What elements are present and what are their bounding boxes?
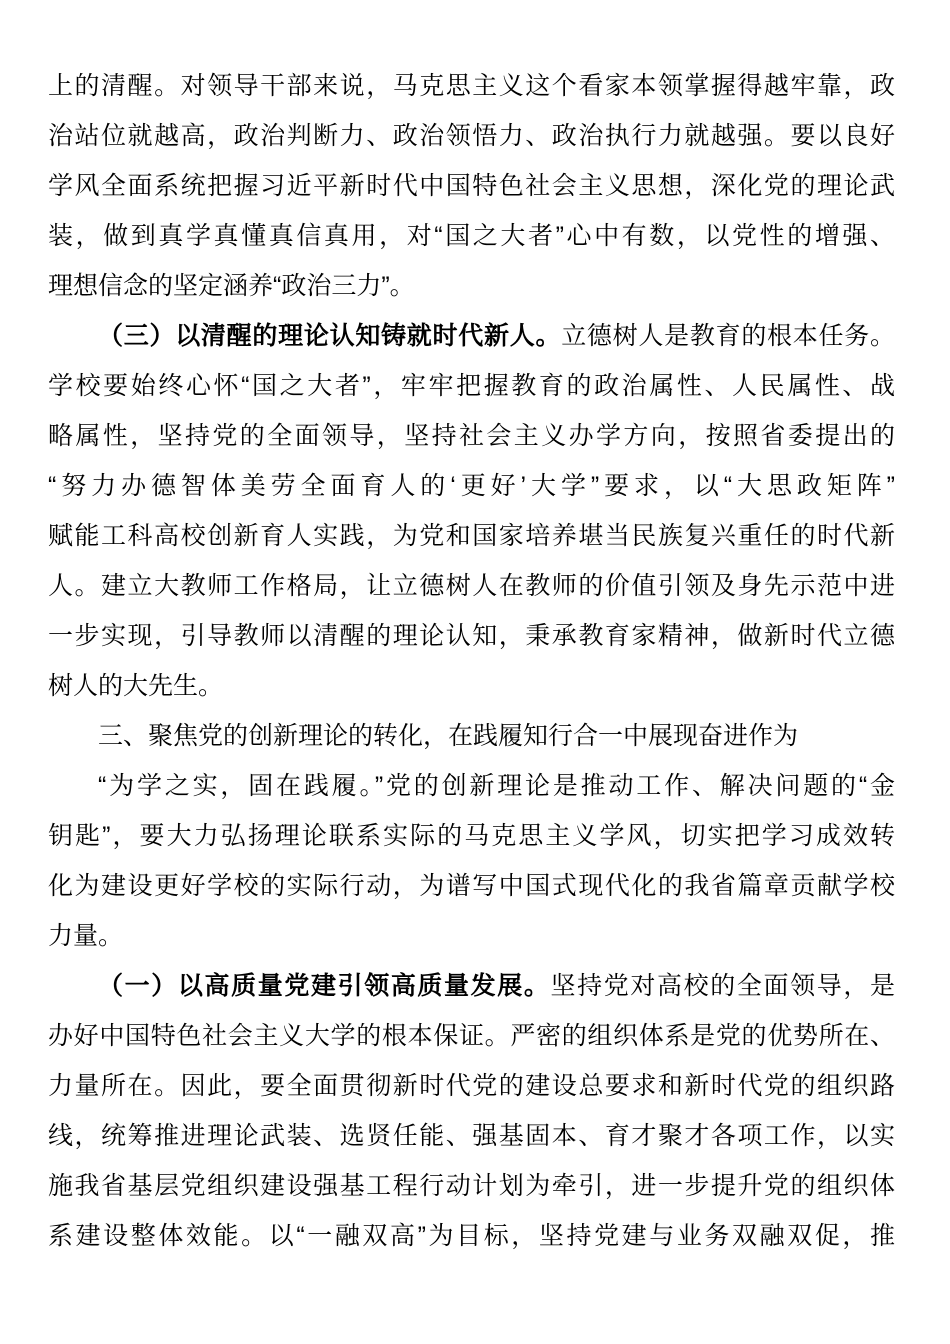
text-run: 钥匙”，要大力弘扬理论联系实际的马克思主义学风，切实把学习成效转 bbox=[48, 822, 895, 850]
text-run: 装，做到真学真懂真信真用，对“国之大者”心中有数，以党性的增强、 bbox=[48, 222, 895, 250]
text-line bbox=[48, 861, 895, 911]
text-line bbox=[48, 661, 895, 711]
text-line bbox=[48, 611, 895, 661]
text-line bbox=[48, 411, 895, 461]
document-text bbox=[48, 61, 895, 1261]
bold-heading-run: （三）以清醒的理论认知铸就时代新人。 bbox=[98, 322, 562, 350]
text-line bbox=[48, 261, 895, 311]
text-line bbox=[48, 811, 895, 861]
text-run: 坚持党对高校的全面领导，是 bbox=[550, 972, 895, 1000]
text-line bbox=[48, 1111, 895, 1161]
text-run: 赋能工科高校创新育人实践，为党和国家培养堪当民族复兴重任的时代新 bbox=[48, 522, 895, 550]
text-line bbox=[48, 911, 895, 961]
text-run: 一步实现，引导教师以清醒的理论认知，秉承教育家精神，做新时代立德 bbox=[48, 622, 895, 650]
text-line bbox=[48, 711, 895, 761]
text-line bbox=[48, 1011, 895, 1061]
paragraph bbox=[48, 961, 895, 1261]
paragraph bbox=[48, 761, 895, 961]
text-run: 略属性，坚持党的全面领导，坚持社会主义办学方向，按照省委提出的 bbox=[48, 422, 895, 450]
text-run: “为学之实，固在践履。”党的创新理论是推动工作、解决问题的“金 bbox=[98, 772, 895, 800]
text-run: 力量所在。因此，要全面贯彻新时代党的建设总要求和新时代党的组织路 bbox=[48, 1072, 895, 1100]
text-line bbox=[48, 1211, 895, 1261]
text-run: 学风全面系统把握习近平新时代中国特色社会主义思想，深化党的理论武 bbox=[48, 172, 895, 200]
text-line bbox=[48, 311, 895, 361]
text-run: “努力办德智体美劳全面育人的‘更好’大学”要求，以“大思政矩阵” bbox=[48, 472, 895, 500]
text-line bbox=[48, 1061, 895, 1111]
text-run: 学校要始终心怀“国之大者”，牢牢把握教育的政治属性、人民属性、战 bbox=[48, 372, 895, 400]
bold-heading-run: （一）以高质量党建引领高质量发展。 bbox=[98, 972, 551, 1000]
text-run: 办好中国特色社会主义大学的根本保证。严密的组织体系是党的优势所在、 bbox=[48, 1022, 895, 1050]
text-line bbox=[48, 211, 895, 261]
text-run: 三、聚焦党的创新理论的转化，在践履知行合一中展现奋进作为 bbox=[98, 722, 799, 750]
text-run: 治站位就越高，政治判断力、政治领悟力、政治执行力就越强。要以良好 bbox=[48, 122, 895, 150]
text-run: 上的清醒。对领导干部来说，马克思主义这个看家本领掌握得越牢靠，政 bbox=[48, 72, 895, 100]
text-run: 力量。 bbox=[48, 922, 124, 950]
text-run: 立德树人是教育的根本任务。 bbox=[561, 322, 895, 350]
text-line bbox=[48, 1161, 895, 1211]
text-run: 系建设整体效能。以“一融双高”为目标，坚持党建与业务双融双促，推 bbox=[48, 1222, 895, 1250]
text-line bbox=[48, 561, 895, 611]
text-run: 理想信念的坚定涵养“政治三力”。 bbox=[48, 272, 415, 300]
text-run: 人。建立大教师工作格局，让立德树人在教师的价值引领及身先示范中进 bbox=[48, 572, 895, 600]
text-line bbox=[48, 111, 895, 161]
paragraph bbox=[48, 311, 895, 711]
text-run: 线，统筹推进理论武装、选贤任能、强基固本、育才聚才各项工作，以实 bbox=[48, 1122, 895, 1150]
text-line bbox=[48, 511, 895, 561]
text-line bbox=[48, 761, 895, 811]
text-line bbox=[48, 961, 895, 1011]
text-run: 树人的大先生。 bbox=[48, 672, 224, 700]
paragraph bbox=[48, 61, 895, 311]
text-line bbox=[48, 461, 895, 511]
text-line bbox=[48, 61, 895, 111]
text-run: 施我省基层党组织建设强基工程行动计划为牵引，进一步提升党的组织体 bbox=[48, 1172, 895, 1200]
text-run: 化为建设更好学校的实际行动，为谱写中国式现代化的我省篇章贡献学校 bbox=[48, 872, 895, 900]
text-line bbox=[48, 361, 895, 411]
section-heading-paragraph bbox=[48, 711, 895, 761]
text-line bbox=[48, 161, 895, 211]
